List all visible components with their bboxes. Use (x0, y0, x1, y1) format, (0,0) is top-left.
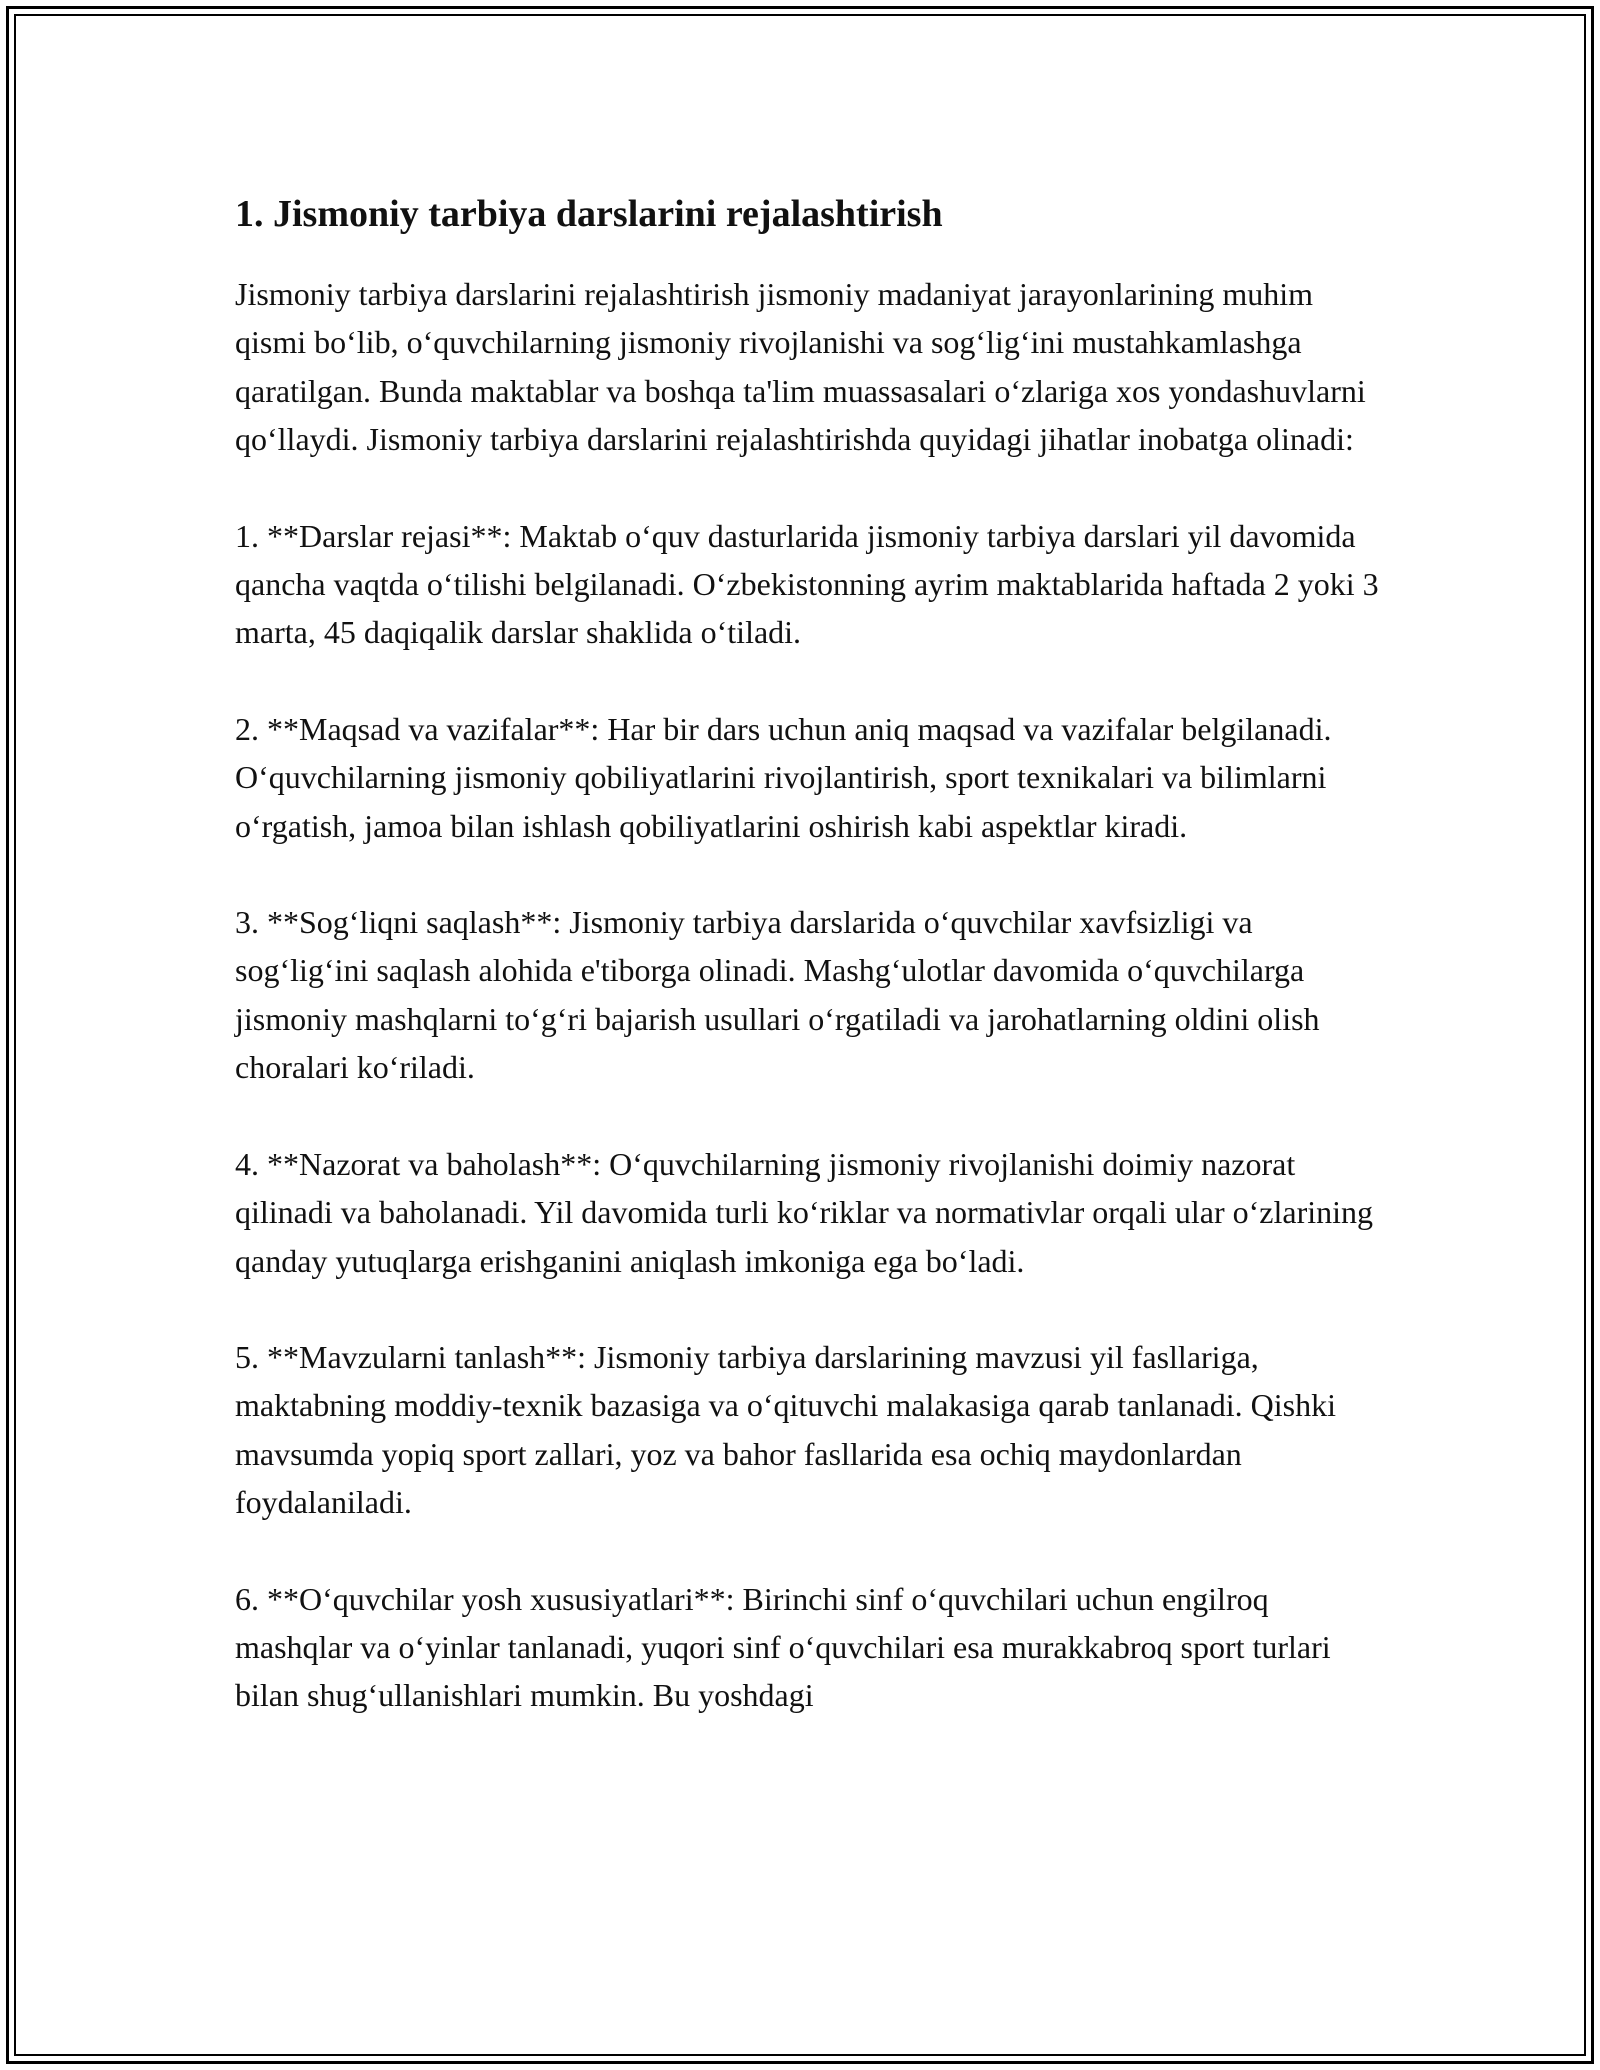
list-item-darslar-rejasi: 1. **Darslar rejasi**: Maktab o‘quv dasturlarida jismoniy tarbiya darslari yil davomida qancha vaqtda o‘tilishi belgilanadi. O‘zbekistonning ayrim maktablarida haftada 2 yoki 3 marta, 45 daqiqalik darslar shaklida o‘tiladi. (235, 517, 1379, 651)
list-item-sogliqni-saqlash: 3. **Sog‘liqni saqlash**: Jismoniy tarbiya darslarida o‘quvchilar xavfsizligi va sog‘lig‘ini saqlash alohida e'tiborga olinadi. Mashg‘ulotlar davomida o‘quvchilarga jismoniy mashqlarni to‘g‘ri bajarish usullari o‘rgatiladi va jarohatlarning oldini olish choralari ko‘riladi. (235, 904, 1320, 1086)
list-item-maqsad-va-vazifalar: 2. **Maqsad va vazifalar**: Har bir dars uchun aniq maqsad va vazifalar belgilanadi. O‘quvchilarning jismoniy qobiliyatlarini rivojlantirish, sport texnikalari va bilimlarni o‘rgatish, jamoa bilan ishlash qobiliyatlarini oshirish kabi aspektlar kiradi. (235, 710, 1332, 844)
intro-paragraph: Jismoniy tarbiya darslarini rejalashtirish jismoniy madaniyat jarayonlarining muhim qismi bo‘lib, o‘quvchilarning jismoniy rivojlanishi va sog‘lig‘ini mustahkamlashga qaratilgan. Bunda maktablar va boshqa ta'lim muassasalari o‘zlariga xos yondashuvlarni qo‘llaydi. Jismoniy tarbiya darslarini rejalashtirishda quyidagi jihatlar inobatga olinadi: (235, 276, 1366, 458)
list-item-oquvchilar-yosh-xususiyatlari: 6. **O‘quvchilar yosh xususiyatlari**: Birinchi sinf o‘quvchilari uchun engilroq mashqlar va o‘yinlar tanlanadi, yuqori sinf o‘quvchilari esa murakkabroq sport turlari bilan shug‘ullanishlari mumkin. Bu yoshdagi (235, 1580, 1331, 1714)
list-item-nazorat-va-baholash: 4. **Nazorat va baholash**: O‘quvchilarning jismoniy rivojlanishi doimiy nazorat qilinadi va baholanadi. Yil davomida turli ko‘riklar va normativlar orqali ular o‘zlarining qanday yutuqlarga erishganini aniqlash imkoniga ega bo‘ladi. (235, 1145, 1374, 1279)
document-title: 1. Jismoniy tarbiya darslarini rejalashtirish (235, 193, 943, 235)
document-body (235, 188, 1385, 1720)
list-item-mavzularni-tanlash: 5. **Mavzularni tanlash**: Jismoniy tarbiya darslarining mavzusi yil fasllariga, maktabning moddiy-texnik bazasiga va o‘qituvchi malakasiga qarab tanlanadi. Qishki mavsumda yopiq sport zallari, yoz va bahor fasllarida esa ochiq maydonlardan foydalaniladi. (235, 1338, 1337, 1521)
